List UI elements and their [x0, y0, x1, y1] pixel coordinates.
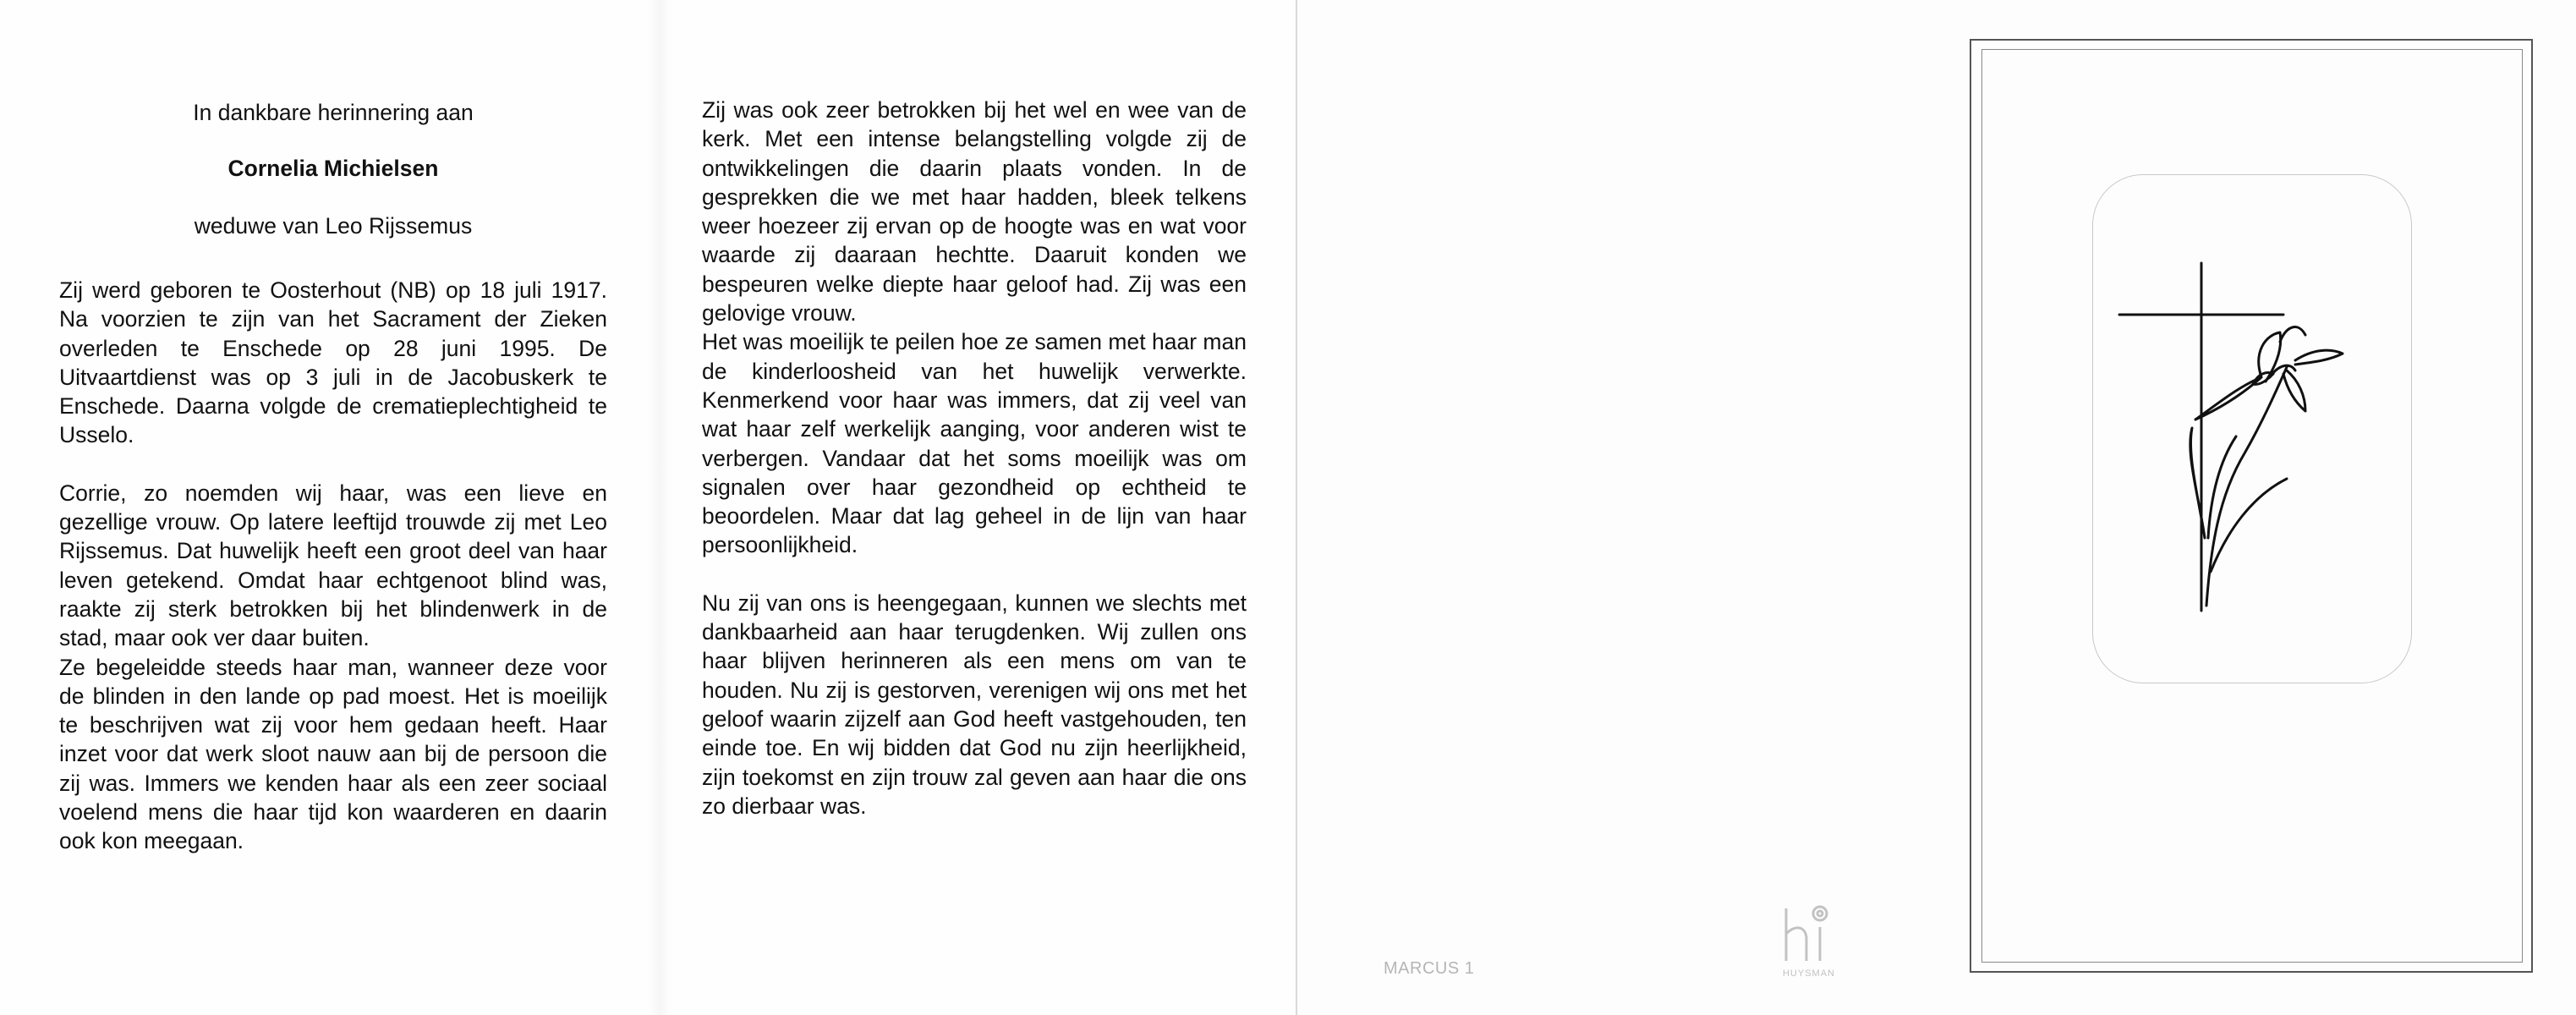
birth-death-paragraph: Zij werd geboren te Oosterhout (NB) op 18 juli 1917. Na voorzien te zijn van het Sacrament der Zieken overleden te Enschede op 28 juni 1995. De Uitvaartdienst was op 3 juli in de Jacobuskerk te Enschede. Daarna volgde de crematieplechtigheid te Usselo. — [59, 277, 607, 448]
farewell-paragraph: Nu zij van ons is heengegaan, kunnen we slechts met dankbaarheid aan haar terugdenken. Wij zullen ons haar blijven herinneren als een mens om van te houden. Nu zij is gestorven, verenigen wij ons met het geloof waarin zijzelf aan God heeft vastgehouden, ten einde toe. En wij bidden dat God nu zijn heerlijkheid, zijn toekomst en zijn trouw zal geven aan haar die ons zo dierbaar was. — [702, 590, 1247, 819]
childlessness-paragraph: Het was moeilijk te peilen hoe ze samen met haar man de kinderloosheid van het huwelijk verwerkte. Kenmerkend voor haar was immers, dat zij veel van wat haar zelf werkelijk aanging, voor anderen wist te verbergen. Vandaar dat het soms moeilijk was om signalen over haar gezondheid op echtheid te beoordelen. Maar dat lag geheel in de lijn van haar persoonlijkheid. — [702, 329, 1247, 558]
deceased-name: Cornelia Michielsen — [227, 156, 439, 181]
remembrance-intro: In dankbare herinnering aan — [193, 100, 474, 125]
cross-and-lily-icon — [2092, 174, 2412, 683]
right-text-column — [702, 96, 1247, 820]
left-text-column — [59, 276, 607, 856]
card-fold — [648, 0, 671, 1015]
support-paragraph: Ze begeleidde steeds haar man, wanneer deze voor de blinden in den lande op pad moest. Het is moeilijk te beschrijven wat zij voor hem gedaan heeft. Haar inzet voor dat werk sloot nauw aan bij de persoon die zij was. Immers we kenden haar als een zeer sociaal voelend mens die haar tijd kon waarderen en daarin ook kon meegaan. — [59, 654, 607, 854]
series-label: MARCUS 1 — [1384, 959, 1475, 978]
church-paragraph: Zij was ook zeer betrokken bij het wel en wee van de kerk. Met een intense belangstelling volgde zij de ontwikkelingen die daarin plaats vonden. In de gesprekken die we met haar hadden, bleek telkens weer hoezeer zij ervan op de hoogte was en wat voor waarde zij daaraan hechtte. Daaruit konden we bespeuren welke diepte haar geloof had. Zij was een gelovige vrouw. — [702, 97, 1247, 326]
widow-of-line: weduwe van Leo Rijssemus — [194, 213, 473, 239]
logo-text: HUYSMAN — [1782, 968, 1836, 979]
huysman-logo-icon — [1779, 902, 1839, 981]
marriage-paragraph: Corrie, zo noemden wij haar, was een lieve en gezellige vrouw. Op latere leeftijd trouwde zij met Leo Rijssemus. Dat huwelijk heeft een groot deel van haar leven getekend. Omdat haar echtgenoot blind was, raakte zij sterk betrokken bij het blindenwerk in de stad, maar ook ver daar buiten. — [59, 480, 607, 651]
